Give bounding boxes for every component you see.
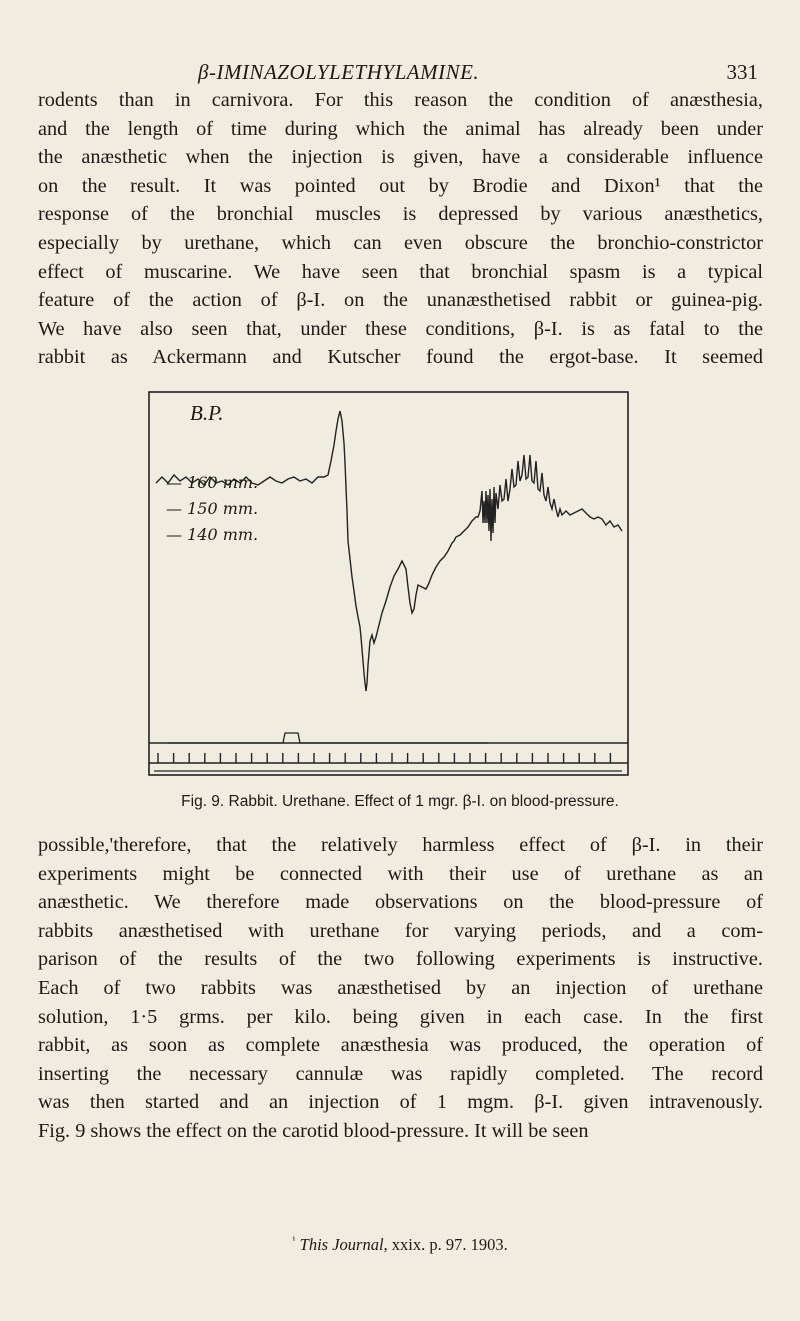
text-line: response of the bronchial muscles is depressed by various anæsthetics,	[38, 203, 763, 226]
figure-caption: Fig. 9. Rabbit. Urethane. Effect of 1 mgr. β-I. on blood-pressure.	[181, 793, 619, 810]
text-line: rabbit as Ackermann and Kutscher found the ergot-base. It seemed	[38, 346, 763, 369]
page-header	[38, 60, 758, 88]
footnote	[0, 1235, 800, 1255]
text-line: rabbit, as soon as complete anæsthesia was produced, the operation of	[38, 1034, 763, 1057]
text-line: anæsthetic. We therefore made observations on the blood-pressure of	[38, 891, 763, 914]
text-line: inserting the necessary cannulæ was rapidly completed. The record	[38, 1062, 763, 1085]
text-line: on the result. It was pointed out by Brodie and Dixon¹ that the	[38, 174, 763, 197]
footnote-marker: ¹	[292, 1234, 296, 1247]
page-number: 331	[726, 60, 758, 84]
text-line: the anæsthetic when the injection is given, have a considerable influence	[38, 146, 763, 169]
running-title: β-IMINAZOLYLETHYLAMINE.	[198, 60, 480, 84]
kymograph-tracing	[148, 391, 630, 777]
footnote-journal: This Journal	[299, 1235, 384, 1254]
scale-mark-140: — 140 mm.	[166, 525, 259, 544]
footnote-reference: , xxix. p. 97. 1903.	[383, 1235, 508, 1254]
text-line: rabbits anæsthetised with urethane for varying periods, and a com-	[38, 919, 763, 942]
text-line: feature of the action of β-I. on the unanæsthetised rabbit or guinea-pig.	[38, 289, 763, 312]
text-line: possible,'therefore, that the relatively harmless effect of β-I. in their	[38, 834, 763, 856]
text-line: was then started and an injection of 1 mgm. β-I. given intravenously.	[38, 1091, 763, 1114]
text-line: especially by urethane, which can even obscure the bronchio-constrictor	[38, 231, 763, 254]
text-line: effect of muscarine. We have seen that bronchial spasm is a typical	[38, 260, 763, 283]
text-line: rodents than in carnivora. For this reason the condition of anæsthesia,	[38, 89, 763, 111]
signal-line	[168, 733, 488, 743]
blood-pressure-trace	[156, 411, 622, 691]
scale-mark-160: — 160 mm.	[166, 473, 259, 492]
bp-label: B.P.	[190, 401, 224, 425]
text-line: Each of two rabbits was anæsthetised by an injection of urethane	[38, 976, 763, 999]
paragraph-top	[38, 86, 763, 372]
text-line: parison of the results of the two following experiments is instructive.	[38, 948, 763, 971]
scale-mark-150: — 150 mm.	[166, 499, 259, 518]
text-line: We have also seen that, under these conditions, β-I. is as fatal to the	[38, 317, 763, 340]
text-line: solution, 1·5 grms. per kilo. being given in each case. In the first	[38, 1005, 763, 1028]
text-line: Fig. 9 shows the effect on the carotid blood-pressure. It will be seen	[38, 1119, 589, 1142]
figure-frame	[149, 392, 628, 775]
paragraph-bottom	[38, 831, 763, 1146]
text-line: experiments might be connected with their use of urethane as an	[38, 862, 763, 885]
time-marker-ticks	[158, 753, 610, 763]
figure-9-tracing	[148, 391, 630, 777]
text-line: and the length of time during which the animal has already been under	[38, 117, 763, 140]
